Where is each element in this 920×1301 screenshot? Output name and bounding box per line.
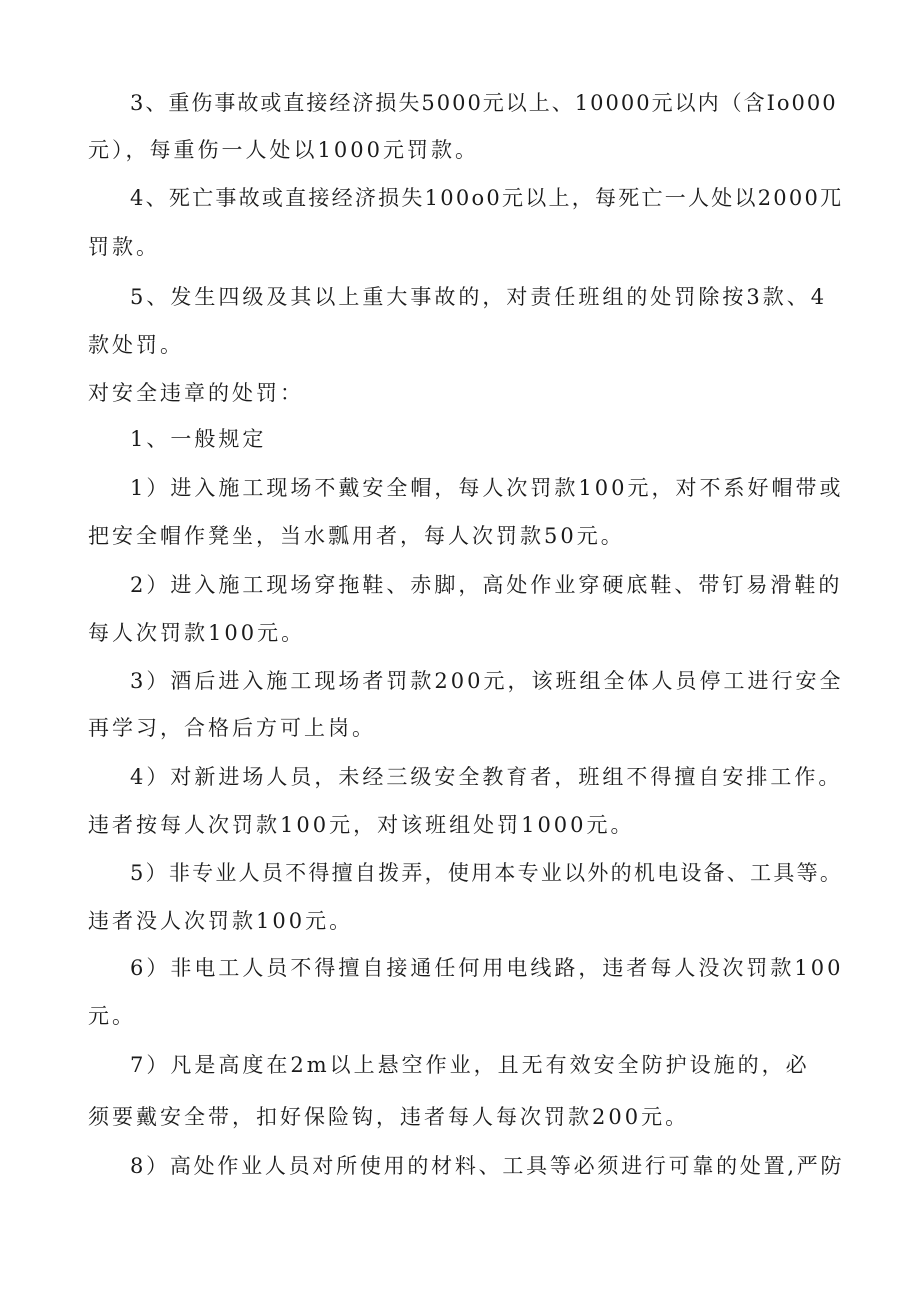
text-line: 8）高处作业人员对所使用的材料、工具等必须进行可靠的处置,严防 bbox=[130, 1154, 845, 1178]
text-line: 每人次罚款100元。 bbox=[88, 621, 306, 645]
text-line: 元。 bbox=[88, 1004, 136, 1028]
text-line: 把安全帽作凳坐，当水瓢用者，每人次罚款50元。 bbox=[88, 524, 625, 548]
text-line: 款处罚。 bbox=[88, 333, 184, 357]
text-line: 5、发生四级及其以上重大事故的，对责任班组的处罚除按3款、4 bbox=[130, 285, 828, 309]
text-line: 2）进入施工现场穿拖鞋、赤脚，高处作业穿硬底鞋、带钉易滑鞋的 bbox=[130, 573, 843, 597]
text-line: 4）对新进场人员，未经三级安全教育者，班组不得擅自安排工作。 bbox=[130, 765, 843, 789]
text-line: 5）非专业人员不得擅自拨弄，使用本专业以外的机电设备、工具等。 bbox=[130, 861, 844, 885]
text-line: 4、死亡事故或直接经济损失100o0元以上，每死亡一人处以2000兀 bbox=[130, 186, 844, 210]
text-line: 违者没人次罚款100元。 bbox=[88, 909, 354, 933]
text-line: 1）进入施工现场不戴安全帽，每人次罚款100元，对不系好帽带或 bbox=[130, 476, 844, 500]
text-line: 3、重伤事故或直接经济损失5000元以上、10000元以内（含Io000 bbox=[130, 91, 838, 115]
section-heading: 对安全违章的处罚： bbox=[88, 381, 304, 405]
text-line: 罚款。 bbox=[88, 235, 160, 259]
text-line: 元），每重伤一人处以1000元罚款。 bbox=[88, 138, 479, 162]
text-line: 违者按每人次罚款100元，对该班组处罚1000元。 bbox=[88, 813, 635, 837]
text-line: 再学习，合格后方可上岗。 bbox=[88, 716, 376, 740]
text-line: 须要戴安全带，扣好保险钩，违者每人每次罚款200元。 bbox=[88, 1105, 690, 1129]
text-line: 3）酒后进入施工现场者罚款200元，该班组全体人员停工进行安全 bbox=[130, 669, 844, 693]
text-line: 6）非电工人员不得擅自接通任何用电线路，违者每人没次罚款100 bbox=[130, 956, 844, 980]
subsection-heading: 1、一般规定 bbox=[130, 427, 267, 451]
text-line: 7）凡是高度在2m以上悬空作业，且无有效安全防护设施的，必 bbox=[130, 1053, 810, 1077]
